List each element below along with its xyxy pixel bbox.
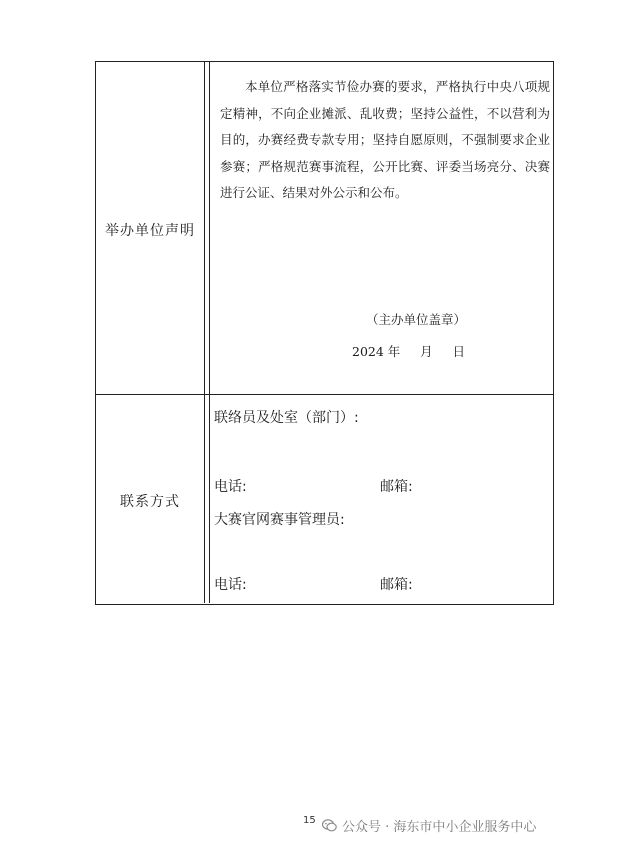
form-table — [95, 61, 554, 605]
statement-text: 本单位严格落实节俭办赛的要求，严格执行中央八项规定精神，不向企业摊派、乱收费；坚持公益性，不以营利为目的，办赛经费专款专用；坚持自愿原则，不强制要求企业参赛；严格规范赛事流程，公开比赛、评委当场亮分、决赛进行公证、结果对外公示和公布。 — [220, 79, 550, 201]
column-divider-inner — [209, 395, 210, 603]
watermark — [322, 815, 536, 835]
seal-note: （主办单位盖章） — [366, 312, 467, 327]
column-divider-inner — [209, 62, 210, 394]
manager-email-field: 邮箱: — [380, 577, 413, 593]
liaison-phone-field: 电话: — [214, 479, 247, 495]
column-divider — [204, 395, 205, 603]
site-manager-field: 大赛官网赛事管理员: — [214, 512, 345, 528]
watermark-text: 公众号 · 海东市中小企业服务中心 — [342, 819, 537, 835]
page-number: 15 — [303, 815, 316, 826]
liaison-email-field: 邮箱: — [380, 479, 413, 495]
manager-phone-field: 电话: — [214, 577, 247, 593]
statement-body — [220, 74, 550, 207]
liaison-dept-field: 联络员及处室（部门）: — [214, 410, 359, 426]
contact-row — [96, 395, 553, 603]
contact-label: 联系方式 — [120, 494, 180, 510]
column-divider — [204, 62, 205, 394]
date-line: 2024 年 月 日 — [352, 344, 466, 359]
wechat-icon — [322, 819, 337, 832]
statement-row — [96, 62, 553, 395]
statement-label: 举办单位声明 — [105, 223, 195, 239]
